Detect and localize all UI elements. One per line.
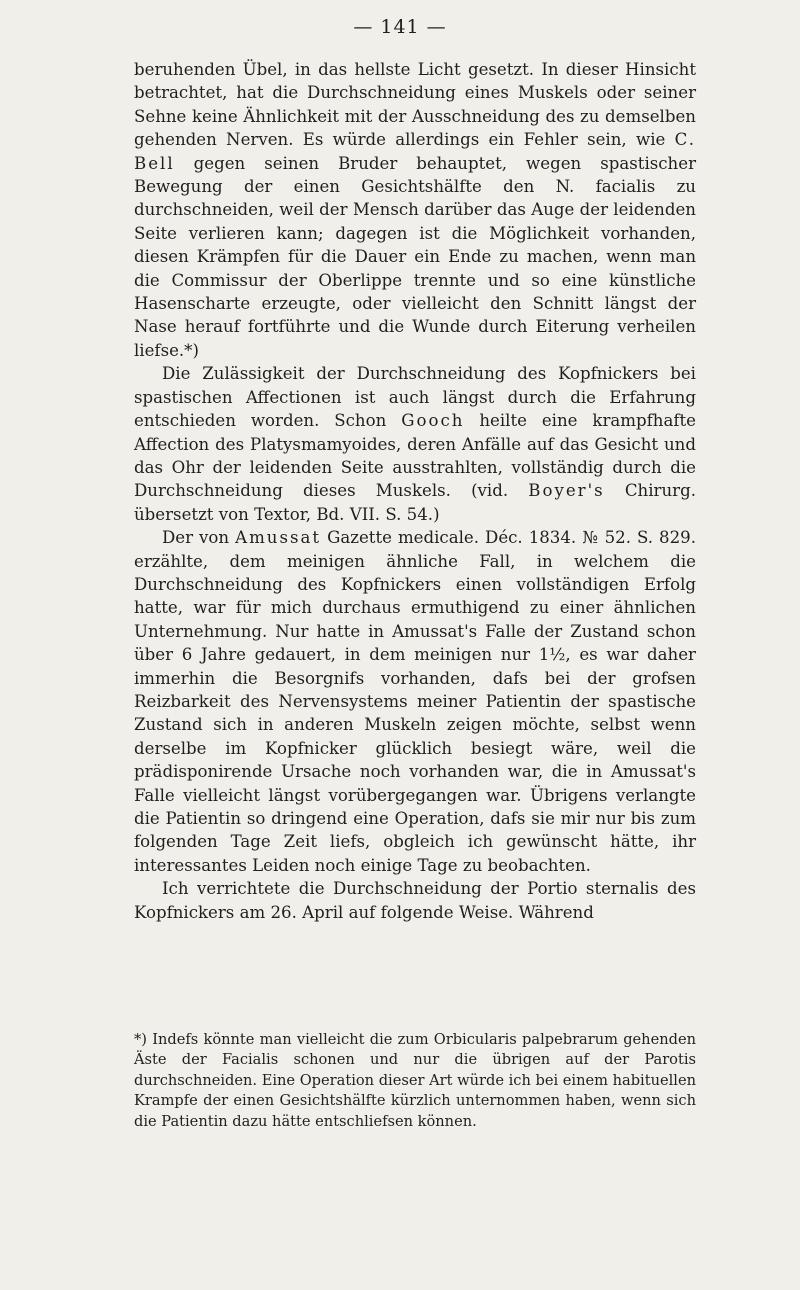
paragraph-2 bbox=[134, 362, 696, 526]
text-segment: Chirurg. übersetzt von Textor, Bd. VII. S. 54.) bbox=[134, 481, 696, 524]
text-segment: Ich verrichtete die Durchschneidung der Portio sternalis des Kopfnickers am 26. April auf folgende Weise. Während bbox=[134, 879, 696, 922]
paragraph-4 bbox=[134, 877, 696, 924]
text-segment: Die Zulässigkeit der Durchschneidung des Kopfnickers bei spastischen Affectionen ist auch längst durch die Erfahrung entschieden worden. Schon bbox=[134, 364, 696, 431]
text-segment: beruhenden Übel, in das hellste Licht gesetzt. In dieser Hinsicht betrachtet, hat die Durchschneidung eines Muskels oder seiner Sehne keine Ähnlichkeit mit der Ausschneidung des zu demselben gehenden Nerven. Es würde allerdings ein Fehler sein, wie bbox=[134, 60, 696, 150]
text-segment: Der von bbox=[162, 528, 236, 548]
author-name-bell: C. Bell bbox=[134, 130, 696, 173]
paragraph-3 bbox=[134, 526, 696, 877]
text-segment: gegen seinen Bruder behauptet, wegen spastischer Bewegung der einen Gesichtshälfte den N. facialis zu durchschneiden, weil der Mensch darüber das Auge der leidenden Seite verlieren kann; dagegen ist die Möglichkeit vorhanden, diesen Krämpfen für die Dauer ein Ende zu machen, wenn man die Commissur der Oberlippe trennte und so eine künstliche Hasenscharte erzeugte, oder vielleicht den Schnitt längst der Nase herauf fortführte und die Wunde durch Eiterung verheilen liefse.*) bbox=[134, 153, 696, 360]
author-name-boyer: Boyer's bbox=[528, 481, 605, 501]
author-name-amussat: Amussat bbox=[235, 528, 322, 548]
footnote-text: *) Indefs könnte man vielleicht die zum Orbicularis palpebrarum gehenden Äste der Facialis schonen und nur die übrigen auf der Parotis durchschneiden. Eine Operation dieser Art würde ich bei einem habituellen Krampfe der einen Gesichtshälfte kürzlich unternommen haben, wenn sich die Patientin dazu hätte entschliefsen können. bbox=[134, 1031, 696, 1130]
footnote bbox=[134, 1030, 696, 1132]
page-number: — 141 — bbox=[353, 16, 447, 38]
text-segment: Gazette medicale. Déc. 1834. № 52. S. 829. erzählte, dem meinigen ähnliche Fall, in welchem die Durchschneidung des Kopfnickers einen vollständigen Erfolg hatte, war für mich durchaus ermuthigend zu einer ähnlichen Unternehmung. Nur hatte in Amussat's Falle der Zustand schon über 6 Jahre gedauert, in dem meinigen nur 1½, es war daher immerhin die Besorgnifs vorhanden, dafs bei der grofsen Reizbarkeit des Nervensystems meiner Patientin der spastische Zustand sich in anderen Muskeln zeigen möchte, selbst wenn derselbe im Kopfnicker glücklich besiegt wäre, weil die prädisponirende Ursache noch vorhanden war, die in Amussat's Falle vielleicht längst vorübergegangen war. Übrigens verlangte die Patientin so dringend eine Operation, dafs sie mir nur bis zum folgenden Tage Zeit liefs, obgleich ich gewünscht hätte, ihr interessantes Leiden noch einige Tage zu beobachten. bbox=[134, 528, 696, 875]
text-segment: heilte eine krampfhafte Affection des Platysmamyoides, deren Anfälle auf das Gesicht und das Ohr der leidenden Seite ausstrahlten, vollständig durch die Durchschneidung dieses Muskels. (vid. bbox=[134, 411, 696, 501]
main-text bbox=[134, 58, 696, 924]
author-name-gooch: Gooch bbox=[401, 411, 465, 431]
paragraph-1 bbox=[134, 58, 696, 362]
